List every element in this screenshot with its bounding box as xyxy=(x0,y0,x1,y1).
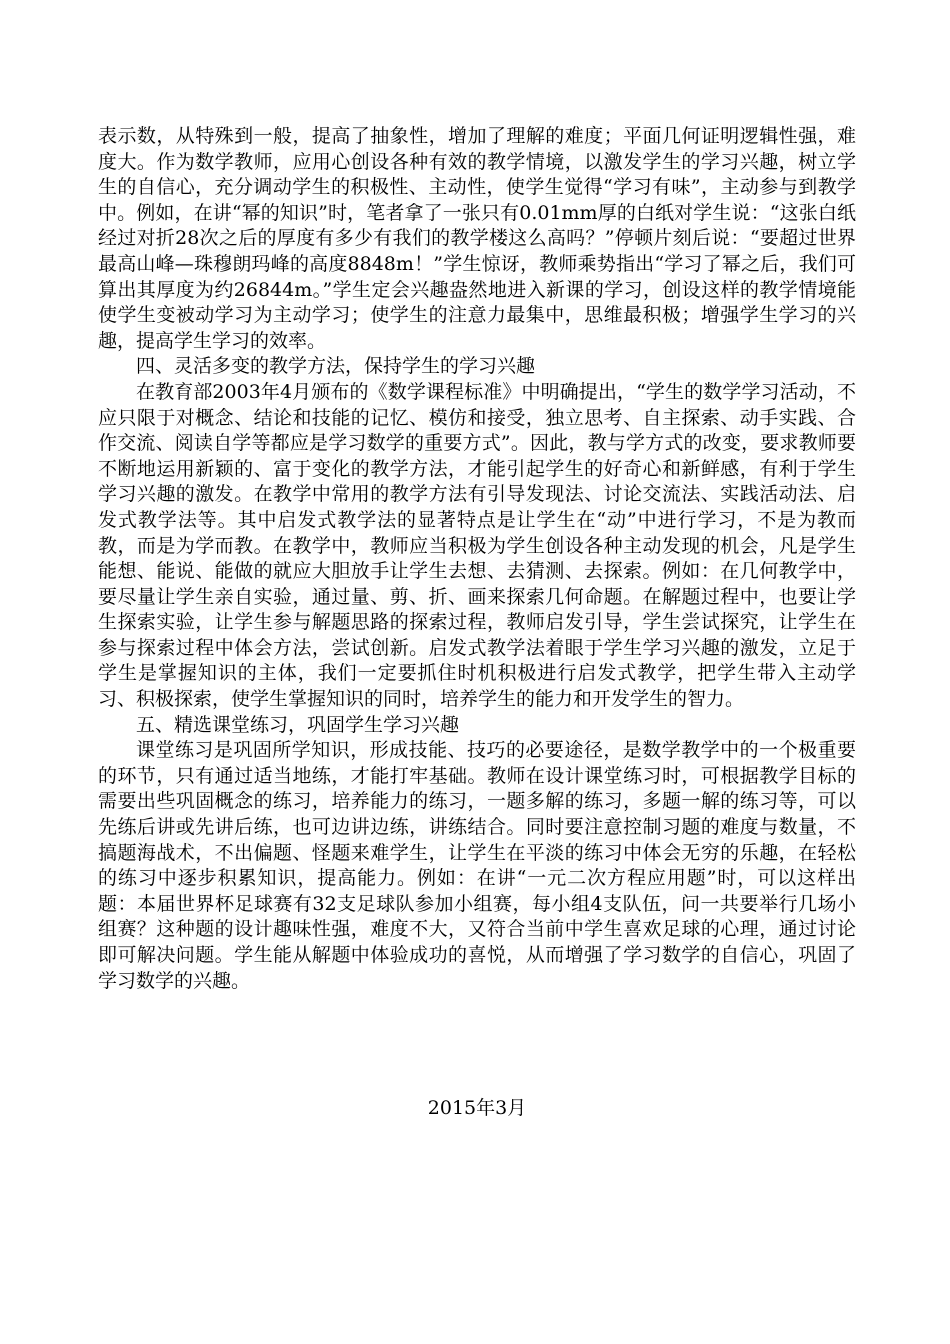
section-heading: 五、精选课堂练习，巩固学生学习兴趣 xyxy=(136,713,460,736)
body-paragraph: 课堂练习是巩固所学知识，形成技能、技巧的必要途径，是数学教学中的一个极重要的环节，只有通过适当地练，才能打牢基础。教师在设计课堂练习时，可根据教学目标的需要出些巩固概念的练习，培养能力的练习，一题多解的练习，多题一解的练习等，可以先练后讲或先讲后练，也可边讲边练，讲练结合。同时要注意控制习题的难度与数量，不搞题海战术，不出偏题、怪题来难学生，让学生在平淡的练习中体会无穷的乐趣，在轻松的练习中逐步积累知识，提高能力。例如：在讲“一元二次方程应用题”时，可以这样出题：本届世界杯足球赛有32支足球队参加小组赛，每小组4支队伍，问一共要举行几场小组赛？这种题的设计趣味性强，难度不大，又符合当前中学生喜欢足球的心理，通过讨论即可解决问题。学生能从解题中体验成功的喜悦，从而增强了学习数学的自信心，巩固了学习数学的兴趣。 xyxy=(98,739,856,992)
body-paragraph: 在教育部2003年4月颁布的《数学课程标准》中明确提出，“学生的数学学习活动，不应只限于对概念、结论和技能的记忆、模仿和接受，独立思考、自主探索、动手实践、合作交流、阅读自学等都应是学习数学的重要方式”。因此，教与学方式的改变，要求教师要不断地运用新颖的、富于变化的教学方法，才能引起学生的好奇心和新鲜感，有利于学生学习兴趣的激发。在教学中常用的教学方法有引导发现法、讨论交流法、实践活动法、启发式教学法等。其中启发式教学法的显著特点是让学生在“动”中进行学习，不是为教而教，而是为学而教。在教学中，教师应当积极为学生创设各种主动发现的机会，凡是学生能想、能说、能做的就应大胆放手让学生去想、去猜测、去探索。例如：在几何教学中，要尽量让学生亲自实验，通过量、剪、折、画来探索几何命题。在解题过程中，也要让学生探索实验，让学生参与解题思路的探索过程，教师启发引导，学生尝试探究，让学生在参与探索过程中体会方法，尝试创新。启发式教学法着眼于学生学习兴趣的激发，立足于学生是掌握知识的主体，我们一定要抓住时机积极进行启发式教学，把学生带入主动学习、积极探索，使学生掌握知识的同时，培养学生的能力和开发学生的智力。 xyxy=(98,380,856,711)
section-heading: 四、灵活多变的教学方法，保持学生的学习兴趣 xyxy=(136,355,536,378)
document-page xyxy=(98,124,856,1119)
body-paragraph: 表示数，从特殊到一般，提高了抽象性，增加了理解的难度；平面几何证明逻辑性强，难度大。作为数学教师，应用心创设各种有效的教学情境，以激发学生的学习兴趣，树立学生的自信心，充分调动学生的积极性、主动性，使学生觉得“学习有味”，主动参与到教学中。例如，在讲“幂的知识”时，笔者拿了一张只有0.01mm厚的白纸对学生说：“这张白纸经过对折28次之后的厚度有多少有我们的教学楼这么高吗？”停顿片刻后说：“要超过世界最高山峰—珠穆朗玛峰的高度8848m！”学生惊讶，教师乘势指出“学习了幂之后，我们可算出其厚度为约26844m。”学生定会兴趣盎然地进入新课的学习，创设这样的教学情境能使学生变被动学习为主动学习；使学生的注意力最集中，思维最积极；增强学生学习的兴趣，提高学生学习的效率。 xyxy=(98,125,856,352)
document-date: 2015年3月 xyxy=(427,1097,527,1119)
